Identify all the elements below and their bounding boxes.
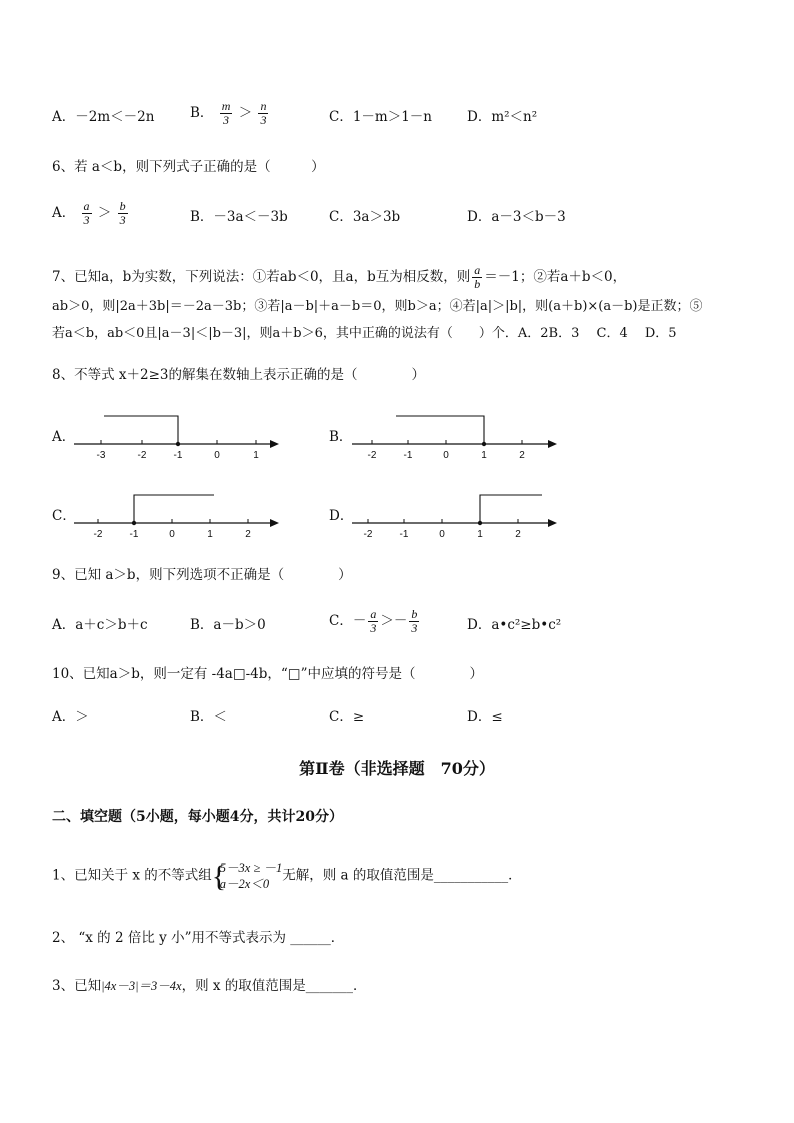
- part-2-title: 第Ⅱ卷（非选择题 70分）: [299, 759, 495, 778]
- q9-c-fraction-1: $\frac{a}{3}$: [370, 607, 377, 635]
- endpoint-dot: [132, 521, 136, 525]
- tick-label: -2: [93, 529, 103, 539]
- left-brace-icon: {: [211, 860, 227, 893]
- fill-3-suffix: ，则 x 的取值范围是_______．: [181, 978, 367, 994]
- q6-a-fraction-1: $\frac{a}{3}$: [83, 199, 90, 227]
- axis-arrow-icon: [548, 440, 557, 448]
- q10-option-b: B．＜: [190, 709, 227, 725]
- q8-option-d-label: D．: [329, 508, 354, 524]
- q9-option-a: A．a＋c＞b＋c: [52, 617, 148, 633]
- q5-option-b: [190, 100, 270, 127]
- q7-fraction: $\frac{a}{b}$: [474, 263, 481, 291]
- fill-1: [52, 860, 522, 892]
- tick-label: 0: [169, 529, 175, 539]
- axis-arrow-icon: [270, 440, 279, 448]
- q7-line-3: 若a＜b，ab＜0且|a－3|＜|b－3|，则a＋b＞6，其中正确的说法有（ ）个．A．2B．3 C．4 D．5: [52, 326, 677, 341]
- q7-line-1-rest: ＝－1；②若a＋b＜0，: [484, 269, 627, 285]
- tick-label: 0: [443, 450, 449, 460]
- q9-option-c-prefix: C．－: [329, 613, 367, 629]
- q6-stem: 6、若 a＜b，则下列式子正确的是（ ）: [52, 159, 325, 175]
- solution-bracket: [134, 495, 214, 523]
- q9-c-fraction-2: $\frac{b}{3}$: [411, 607, 418, 635]
- q8-number-line-c: [70, 487, 285, 539]
- solution-bracket: [480, 495, 542, 523]
- fill-3-prefix: 3、已知: [52, 978, 102, 994]
- q9-option-d: D．a•c²≥b•c²: [467, 617, 562, 633]
- fill-1-blank: ___________．: [433, 867, 522, 884]
- q10-stem: 10、已知a＞b，则一定有 -4a□-4b，“□”中应填的符号是（ ）: [52, 666, 483, 682]
- fill-3: [52, 976, 367, 996]
- tick-label: -2: [367, 450, 377, 460]
- q5-option-d: D．m²＜n²: [467, 109, 538, 125]
- q6-option-d: D．a－3＜b－3: [467, 209, 566, 225]
- q10-option-a: A．＞: [52, 709, 89, 725]
- endpoint-dot: [478, 521, 482, 525]
- tick-label: -2: [363, 529, 373, 539]
- q6-option-a: [52, 200, 130, 227]
- fill-2: 2、 “x 的 2 倍比 y 小”用不等式表示为 ______．: [52, 930, 345, 946]
- tick-label: -2: [137, 450, 147, 460]
- endpoint-dot: [482, 442, 486, 446]
- tick-label: 2: [245, 529, 251, 539]
- q5-option-a: A．－2m＜－2n: [52, 109, 155, 125]
- q6-a-fraction-2: $\frac{b}{3}$: [119, 199, 126, 227]
- solution-bracket: [396, 416, 484, 444]
- q5-b-fraction-2: $\frac{n}{3}$: [260, 99, 267, 127]
- fill-1-suffix: 无解，则 a 的取值范围是: [282, 867, 434, 884]
- tick-label: 1: [207, 529, 213, 539]
- tick-label: -1: [173, 450, 183, 460]
- q5-option-c: C．1－m＞1－n: [329, 109, 433, 125]
- endpoint-dot: [176, 442, 180, 446]
- q8-number-line-b: [348, 408, 563, 460]
- q7-line-1: [52, 264, 626, 291]
- fill-1-eq-1: 5－3x ≥ －1: [219, 861, 283, 875]
- tick-label: -3: [96, 450, 106, 460]
- tick-label: 2: [515, 529, 521, 539]
- solution-bracket: [104, 416, 178, 444]
- q8-number-line-a: [70, 408, 285, 460]
- q8-number-line-d: [348, 487, 563, 539]
- tick-label: 0: [439, 529, 445, 539]
- q7-line-2: ab＞0，则|2a＋3b|＝－2a－3b；③若|a－b|＋a－b＝0，则b＞a；④若|a|＞|b|，则(a＋b)×(a－b)是正数；⑤: [52, 299, 703, 314]
- q8-stem: 8、不等式 x＋2≥3的解集在数轴上表示正确的是（ ）: [52, 367, 425, 383]
- q5-b-fraction-1: $\frac{m}{3}$: [221, 99, 231, 127]
- axis-arrow-icon: [270, 519, 279, 527]
- fill-3-expression: |4x－3|＝3－4x: [101, 979, 182, 993]
- q9-stem: 9、已知 a＞b，则下列选项不正确是（ ）: [52, 567, 352, 583]
- fill-section-heading: 二、填空题（5小题，每小题4分，共计20分）: [52, 809, 343, 825]
- tick-label: 0: [214, 450, 220, 460]
- q6-option-a-prefix: A．: [52, 205, 76, 221]
- q10-option-c: C．≥: [329, 709, 365, 725]
- tick-label: 2: [519, 450, 525, 460]
- axis-arrow-icon: [548, 519, 557, 527]
- tick-label: 1: [477, 529, 483, 539]
- q7-line-1-text: 7、已知a，b为实数，下列说法：①若ab＜0，且a，b互为相反数，则: [52, 269, 471, 285]
- q6-a-operator: ＞: [97, 205, 112, 221]
- q6-option-c: C．3a＞3b: [329, 209, 401, 225]
- q8-option-b-label: B．: [329, 429, 353, 445]
- fill-1-eq-2: a－2x＜0: [219, 877, 270, 891]
- q9-option-c: [329, 608, 421, 635]
- q8-option-c-label: C．: [52, 508, 76, 524]
- tick-label: -1: [399, 529, 409, 539]
- q9-c-operator: ＞－: [380, 613, 408, 629]
- tick-label: 1: [481, 450, 487, 460]
- q8-option-a-label: A．: [52, 429, 76, 445]
- fill-1-inequality-system: [212, 860, 282, 892]
- tick-label: 1: [253, 450, 259, 460]
- q9-option-b: B．a－b＞0: [190, 617, 266, 633]
- q5-option-b-prefix: B．: [190, 105, 214, 121]
- tick-label: -1: [403, 450, 413, 460]
- q5-b-operator: ＞: [238, 105, 253, 121]
- q10-option-d: D．≤: [467, 709, 503, 725]
- q6-option-b: B．－3a＜－3b: [190, 209, 288, 225]
- tick-label: -1: [129, 529, 139, 539]
- fill-1-prefix: 1、已知关于 x 的不等式组: [52, 867, 212, 884]
